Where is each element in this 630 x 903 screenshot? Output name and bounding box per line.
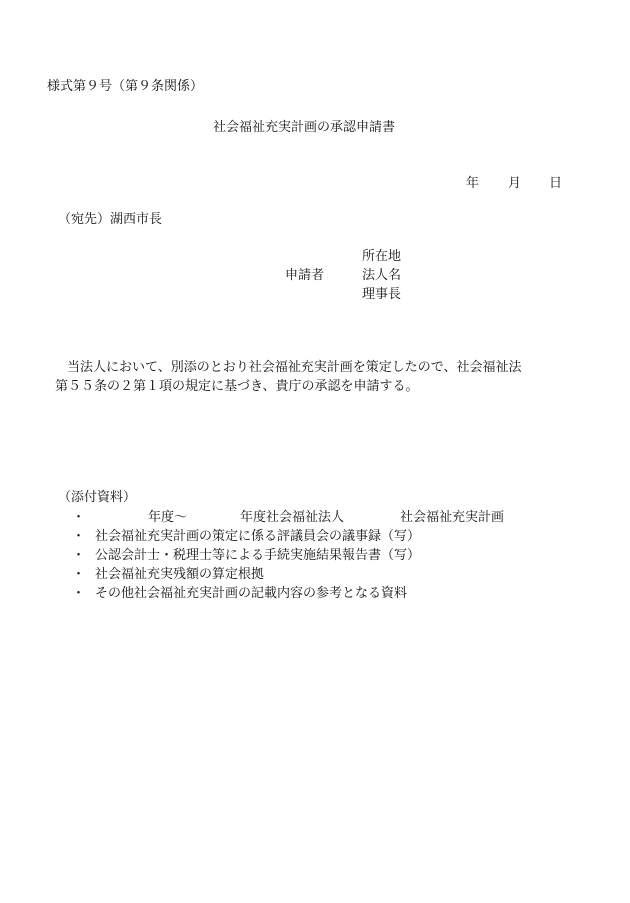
attachment-item-1-end-year: 年度社会福祉法人 [240, 510, 345, 525]
bullet: ・ [72, 510, 86, 525]
attachment-item-text: 社会福祉充実残額の算定根拠 [95, 567, 265, 582]
attachment-item-1-start-year: 年度～ [148, 510, 188, 525]
document-title: 社会福祉充実計画の承認申請書 [213, 120, 396, 135]
attachment-item-text: 公認会計士・税理士等による手続実施結果報告書（写） [95, 548, 421, 563]
attachment-item-text: その他社会福祉充実計画の記載内容の参考となる資料 [95, 586, 408, 601]
body-text-line-1: 当法人において、別添のとおり社会福祉充実計画を策定したので、社会福祉法 [67, 360, 522, 375]
attachment-item-text: 社会福祉充実計画の策定に係る評議員会の議事録（写） [95, 529, 421, 544]
attachment-item-1-plan: 社会福祉充実計画 [400, 510, 505, 525]
director-label: 理事長 [362, 287, 402, 302]
form-number: 様式第９号（第９条関係） [47, 79, 204, 94]
attachments-heading: （添付資料） [58, 490, 137, 505]
address-label: 所在地 [362, 249, 402, 264]
corporation-name-label: 法人名 [362, 268, 402, 283]
bullet: ・ [72, 548, 86, 563]
addressee: （宛先）湖西市長 [58, 212, 163, 227]
body-text-line-2: 第５５条の２第１項の規定に基づき、貴庁の承認を申請する。 [55, 379, 419, 394]
bullet: ・ [72, 567, 86, 582]
date-day-label: 日 [549, 176, 563, 191]
applicant-label: 申請者 [285, 268, 325, 283]
date-year-label: 年 [466, 176, 480, 191]
bullet: ・ [72, 529, 86, 544]
bullet: ・ [72, 586, 86, 601]
date-month-label: 月 [508, 176, 522, 191]
